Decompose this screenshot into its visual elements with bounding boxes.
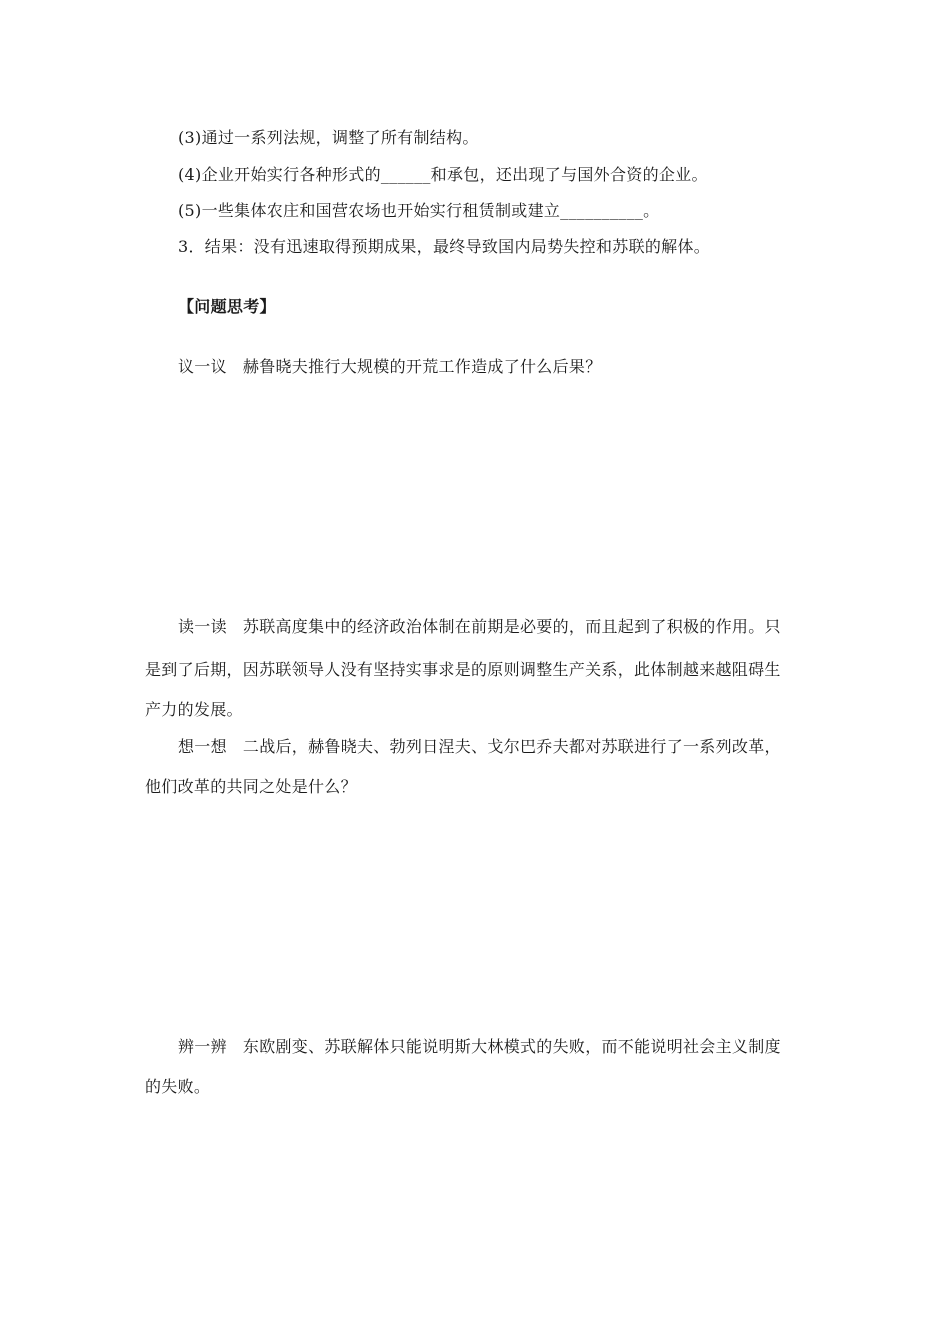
think-text-1: 二战后，赫鲁晓夫、勃列日涅夫、戈尔巴乔夫都对苏联进行了一系列改革，	[242, 737, 781, 756]
read-paragraph-line-3: 产力的发展。	[145, 700, 243, 719]
judge-statement-line-1	[178, 1037, 781, 1057]
read-paragraph-line-2: 是到了后期，因苏联领导人没有坚持实事求是的原则调整生产关系，此体制越来越阻碍生	[145, 660, 781, 679]
reform-item-5: (5)一些集体农庄和国营农场也开始实行租赁制或建立__________。	[178, 201, 660, 220]
think-question-line-1	[178, 737, 781, 757]
read-paragraph-line-1	[178, 617, 781, 637]
section-heading: 【问题思考】	[178, 297, 276, 316]
reform-result: 3．结果：没有迅速取得预期成果，最终导致国内局势失控和苏联的解体。	[178, 237, 711, 256]
think-question-line-2: 他们改革的共同之处是什么？	[145, 777, 357, 796]
reform-item-3: (3)通过一系列法规，调整了所有制结构。	[178, 128, 479, 147]
judge-statement-line-2: 的失败。	[145, 1077, 211, 1096]
think-label: 想一想	[178, 737, 227, 756]
discuss-text: 赫鲁晓夫推行大规模的开荒工作造成了什么后果？	[242, 357, 602, 376]
judge-label: 辨一辨	[178, 1037, 227, 1056]
read-text-1: 苏联高度集中的经济政治体制在前期是必要的，而且起到了积极的作用。只	[242, 617, 781, 636]
discuss-label: 议一议	[178, 357, 227, 376]
discuss-question	[178, 357, 602, 377]
reform-item-4: (4)企业开始实行各种形式的______和承包，还出现了与国外合资的企业。	[178, 165, 708, 184]
read-label: 读一读	[178, 617, 227, 636]
judge-text-1: 东欧剧变、苏联解体只能说明斯大林模式的失败，而不能说明社会主义制度	[242, 1037, 781, 1056]
